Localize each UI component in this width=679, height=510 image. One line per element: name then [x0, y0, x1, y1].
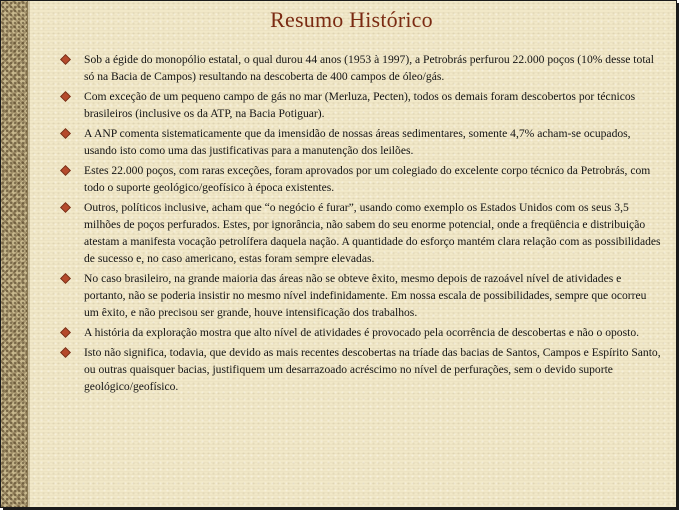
bullet-item [61, 199, 661, 267]
diamond-bullet-icon [60, 273, 71, 284]
bullet-text: Outros, políticos inclusive, acham que “o negócio é furar”, usando como exemplo os Estados Unidos com os seus 3,5 milhões de poços perfurados. Estes, por ignorância, não sabem do seu enorme potencial, onde a freqüência e distribuição atestam a manifesta vocação petrolífera daquela nação. A quantidade do esforço mantém clara relação com as possibilidades de sucesso e, no caso americano, estas foram sempre elevadas. [84, 201, 661, 265]
bullet-text: Sob a égide do monopólio estatal, o qual durou 44 anos (1953 à 1997), a Petrobrás perfurou 22.000 poços (10% desse total só na Bacia de Campos) resultando na descoberta de 400 campos de óleo/gás. [84, 53, 654, 83]
diamond-bullet-icon [60, 54, 71, 65]
bullet-text: A ANP comenta sistematicamente que da imensidão de nossas áreas sedimentares, somente 4,7% acham-se ocupados, usando isto como uma das justificativas para a manutenção dos leilões. [84, 127, 631, 157]
diamond-bullet-icon [60, 347, 71, 358]
bullet-text: Com exceção de um pequeno campo de gás no mar (Merluza, Pecten), todos os demais foram descobertos por técnicos brasileiros (inclusive os da ATP, na Bacia Potiguar). [84, 90, 636, 120]
diamond-bullet-icon [60, 91, 71, 102]
bullet-text: Estes 22.000 poços, com raras exceções, foram aprovados por um colegiado do excelente corpo técnico da Petrobrás, com todo o suporte geológico/geofísico à época existentes. [84, 164, 651, 194]
diamond-bullet-icon [60, 202, 71, 213]
decorative-side-band [1, 1, 28, 507]
bullet-item [61, 125, 661, 159]
bullet-list [61, 51, 661, 398]
diamond-bullet-icon [60, 165, 71, 176]
bullet-item [61, 162, 661, 196]
bullet-item [61, 324, 661, 341]
bullet-item [61, 344, 661, 395]
bullet-text: Isto não significa, todavia, que devido as mais recentes descobertas na tríade das bacias de Santos, Campos e Espírito Santo, ou outras quaisquer bacias, justifiquem um desarrazoado acréscimo no nível de perfurações, sem o devido suporte geológico/geofísico. [84, 346, 661, 393]
diamond-bullet-icon [60, 128, 71, 139]
bullet-item [61, 88, 661, 122]
bullet-text: A história da exploração mostra que alto nível de atividades é provocado pela ocorrência de descobertas e não o oposto. [84, 326, 640, 339]
bullet-text: No caso brasileiro, na grande maioria das áreas não se obteve êxito, mesmo depois de razoável nível de atividades e portanto, não se poderia insistir no mesmo nível indefinidamente. Em nossa escala de possibilidades, sempre que ocorreu um êxito, e não precisou ser grande, houve intensificação dos trabalhos. [84, 272, 647, 319]
bullet-item [61, 270, 661, 321]
bullet-item [61, 51, 661, 85]
diamond-bullet-icon [60, 327, 71, 338]
slide-title: Resumo Histórico [270, 7, 433, 32]
